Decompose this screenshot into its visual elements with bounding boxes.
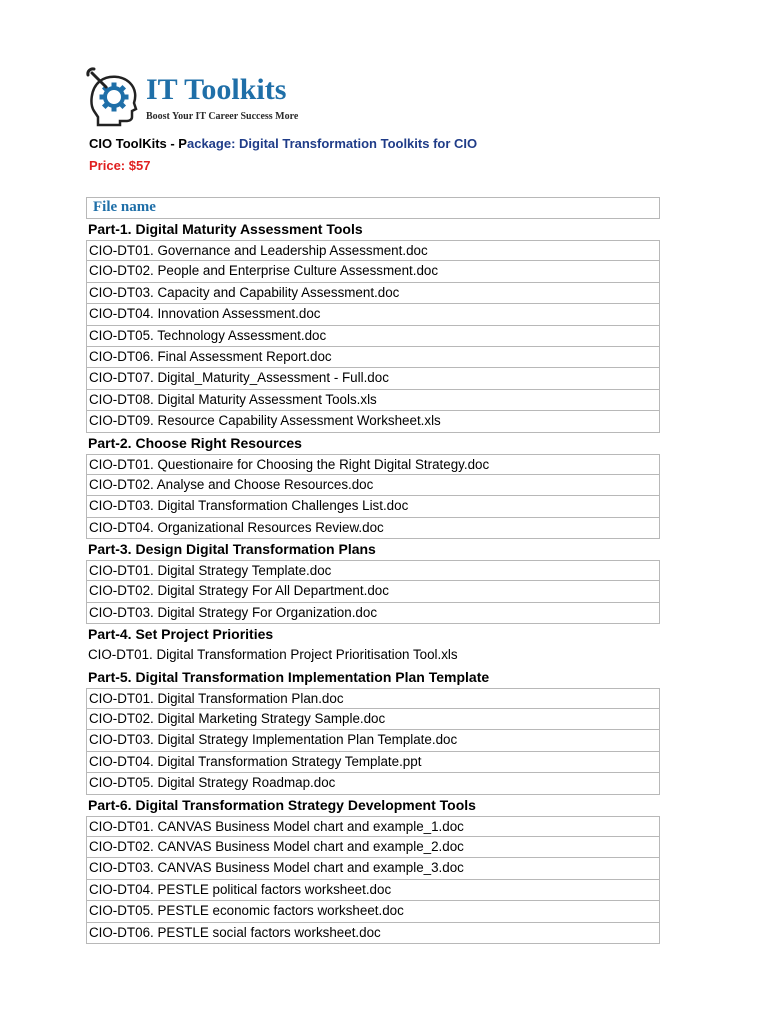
gear-wrench-head-icon bbox=[86, 67, 142, 127]
section-title: Part-1. Digital Maturity Assessment Tools bbox=[88, 221, 363, 237]
brand-tagline: Boost Your IT Career Success More bbox=[146, 111, 299, 122]
file-row: CIO-DT03. CANVAS Business Model chart and example_3.doc bbox=[86, 858, 660, 879]
file-row: CIO-DT09. Resource Capability Assessment Worksheet.xls bbox=[86, 411, 660, 432]
file-row: CIO-DT04. Innovation Assessment.doc bbox=[86, 304, 660, 325]
file-row: CIO-DT02. CANVAS Business Model chart and example_2.doc bbox=[86, 837, 660, 858]
file-row: CIO-DT04. Organizational Resources Review.doc bbox=[86, 518, 660, 539]
file-table bbox=[86, 197, 660, 944]
file-row: CIO-DT04. Digital Transformation Strategy Template.ppt bbox=[86, 752, 660, 773]
file-row: CIO-DT03. Digital Strategy For Organization.doc bbox=[86, 603, 660, 624]
file-row: CIO-DT02. Digital Strategy For All Department.doc bbox=[86, 581, 660, 602]
price-label: Price: $57 bbox=[89, 158, 151, 173]
file-row: CIO-DT05. Digital Strategy Roadmap.doc bbox=[86, 773, 660, 794]
file-row: CIO-DT06. PESTLE social factors worksheet.doc bbox=[86, 923, 660, 944]
file-row: CIO-DT01. Governance and Leadership Assessment.doc bbox=[86, 240, 660, 261]
file-row: CIO-DT01. Digital Transformation Project Prioritisation Tool.xls bbox=[88, 647, 458, 663]
package-title bbox=[89, 136, 477, 151]
file-row: CIO-DT01. Questionaire for Choosing the Right Digital Strategy.doc bbox=[86, 454, 660, 475]
file-row: CIO-DT01. Digital Strategy Template.doc bbox=[86, 560, 660, 581]
section-title: Part-3. Design Digital Transformation Plans bbox=[88, 541, 376, 558]
section-title: Part-4. Set Project Priorities bbox=[88, 626, 274, 643]
file-row: CIO-DT05. PESTLE economic factors worksheet.doc bbox=[86, 901, 660, 922]
file-row: CIO-DT03. Digital Strategy Implementation Plan Template.doc bbox=[86, 730, 660, 751]
logo bbox=[86, 67, 346, 129]
file-row: CIO-DT02. Analyse and Choose Resources.doc bbox=[86, 475, 660, 496]
package-title-rest: ackage: Digital Transformation Toolkits for CIO bbox=[186, 136, 478, 151]
section-title: Part-6. Digital Transformation Strategy Development Tools bbox=[88, 796, 476, 813]
section-title: Part-2. Choose Right Resources bbox=[88, 434, 302, 451]
file-row: CIO-DT02. Digital Marketing Strategy Sample.doc bbox=[86, 709, 660, 730]
file-row: CIO-DT04. PESTLE political factors worksheet.doc bbox=[86, 880, 660, 901]
file-row: CIO-DT05. Technology Assessment.doc bbox=[86, 326, 660, 347]
file-row: CIO-DT01. Digital Transformation Plan.doc bbox=[86, 688, 660, 709]
file-row: CIO-DT03. Capacity and Capability Assessment.doc bbox=[86, 283, 660, 304]
file-row: CIO-DT08. Digital Maturity Assessment Tools.xls bbox=[86, 390, 660, 411]
table-header: File name bbox=[86, 197, 660, 219]
file-row: CIO-DT03. Digital Transformation Challenges List.doc bbox=[86, 496, 660, 517]
file-row: CIO-DT07. Digital_Maturity_Assessment - Full.doc bbox=[86, 368, 660, 389]
section-title: Part-5. Digital Transformation Implementation Plan Template bbox=[88, 668, 490, 685]
file-row: CIO-DT06. Final Assessment Report.doc bbox=[86, 347, 660, 368]
file-row: CIO-DT01. CANVAS Business Model chart and example_1.doc bbox=[86, 816, 660, 837]
package-title-prefix: CIO ToolKits - P bbox=[89, 136, 187, 151]
file-row: CIO-DT02. People and Enterprise Culture Assessment.doc bbox=[86, 261, 660, 282]
brand-title: IT Toolkits bbox=[146, 73, 287, 106]
